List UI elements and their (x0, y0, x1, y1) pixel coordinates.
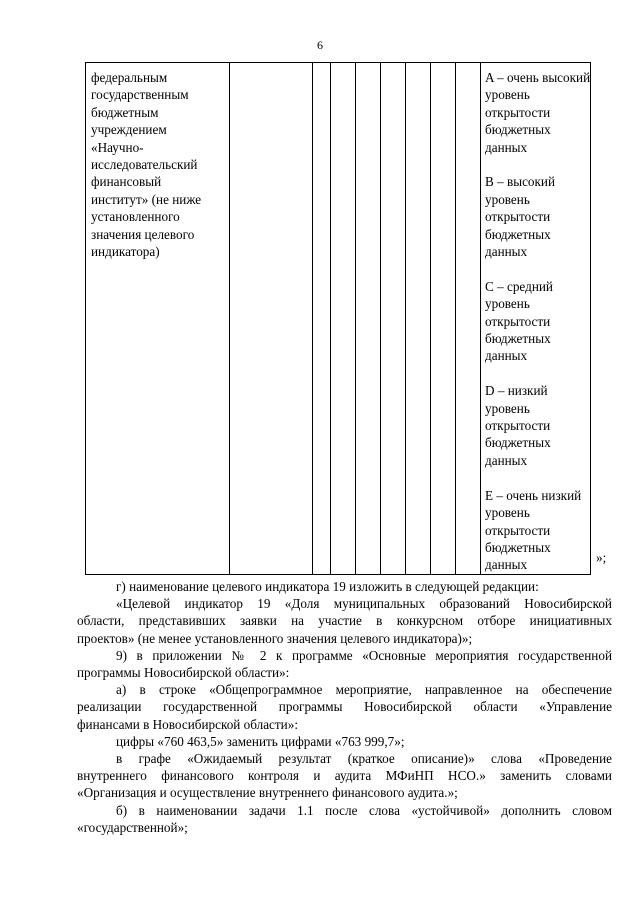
table-cell (230, 63, 313, 575)
table-cell (406, 63, 431, 575)
paragraph-line: а) в строке «Общепрограммное мероприятие, направленное на обеспечение (116, 682, 612, 698)
description-line: учреждением (91, 122, 167, 138)
paragraph (77, 595, 612, 647)
openness-level-group (485, 487, 590, 574)
openness-level-line: уровень (485, 296, 530, 312)
paragraph-line: реализации государственной программы Новосибирской области «Управление (77, 699, 612, 715)
description-line: федеральным (91, 70, 168, 85)
paragraph-line: цифры «760 463,5» заменить цифрами «763 999,7»; (116, 733, 405, 749)
openness-level-line: бюджетных (485, 435, 551, 451)
paragraph (77, 578, 612, 595)
openness-level-line: уровень (485, 191, 530, 207)
paragraph (77, 681, 612, 733)
paragraph-line: г) наименование целевого индикатора 19 изложить в следующей редакции: (116, 579, 539, 594)
openness-level-line: бюджетных (485, 539, 551, 555)
openness-level-line: бюджетных (485, 226, 551, 242)
openness-levels-cell (481, 63, 591, 575)
paragraph (77, 750, 612, 802)
table-cell (456, 63, 481, 575)
table-cell (331, 63, 356, 575)
openness-level-line: уровень (485, 505, 530, 521)
openness-level-line: данных (485, 557, 528, 573)
document-body (77, 578, 612, 836)
table-cell (356, 63, 381, 575)
openness-level-line: открытости (485, 104, 551, 120)
paragraph-line: области, представивших заявки на участие в конкурсном отборе инициативных (77, 613, 612, 629)
description-line: бюджетным (91, 104, 159, 120)
paragraph-line: б) в наименовании задачи 1.1 после слова «устойчивой» дополнить словом (116, 802, 612, 818)
paragraph-line: финансами в Новосибирской области»: (77, 716, 298, 732)
openness-level-line: открытости (485, 209, 551, 225)
paragraph (77, 733, 612, 750)
paragraph-line: «Целевой индикатор 19 «Доля муниципальных образований Новосибирской (116, 596, 612, 612)
openness-level-line: открытости (485, 522, 551, 538)
continuation-table (85, 62, 591, 575)
openness-level-line: уровень (485, 87, 530, 103)
openness-level-line: открытости (485, 313, 551, 329)
paragraph (77, 647, 612, 681)
openness-level-group (485, 69, 590, 156)
openness-level-line: A – очень высокий (485, 70, 591, 85)
openness-level-line: E – очень низкий (485, 487, 582, 503)
table-cell (431, 63, 456, 575)
openness-level-line: данных (485, 139, 528, 155)
description-line: институт» (не ниже (91, 191, 202, 207)
description-line: «Научно- (91, 139, 144, 155)
page-number: 6 (317, 38, 323, 52)
openness-level-line: C – средний (485, 278, 553, 294)
table-cell (313, 63, 331, 575)
description-line: значения целевого (91, 226, 195, 242)
description-line: установленного (91, 209, 180, 225)
paragraph-line: «государственной»; (77, 819, 188, 835)
openness-level-line: B – высокий (485, 174, 556, 190)
closing-quote: »; (596, 550, 607, 565)
openness-level-group (485, 382, 590, 469)
openness-level-line: уровень (485, 400, 530, 416)
openness-level-line: бюджетных (485, 122, 551, 138)
description-line: исследовательский (91, 157, 198, 173)
paragraph-line: внутреннего финансового контроля и аудита МФиНП НСО.» заменить словами (77, 768, 612, 784)
paragraph-line: «Организация и осуществление внутреннего финансового аудита.»; (77, 785, 458, 801)
openness-level-group (485, 278, 590, 365)
openness-level-line: D – низкий (485, 383, 548, 399)
indicator-description-cell (86, 63, 230, 575)
table-row (86, 63, 591, 575)
openness-level-line: данных (485, 348, 528, 364)
openness-level-line: данных (485, 244, 528, 260)
paragraph-line: в графе «Ожидаемый результат (краткое описание)» слова «Проведение (116, 751, 612, 767)
openness-level-line: бюджетных (485, 331, 551, 347)
paragraph-line: 9) в приложении № 2 к программе «Основные мероприятия государственной (116, 647, 612, 663)
paragraph-line: проектов» (не менее установленного значения целевого индикатора)»; (77, 630, 473, 646)
description-line: государственным (91, 87, 189, 103)
paragraph-line: программы Новосибирской области»: (77, 665, 290, 681)
openness-level-line: открытости (485, 418, 551, 434)
description-line: индикатора) (91, 244, 160, 260)
openness-level-line: данных (485, 452, 528, 468)
table-cell (381, 63, 406, 575)
description-line: финансовый (91, 174, 162, 190)
paragraph (77, 802, 612, 836)
openness-level-group (485, 173, 590, 260)
